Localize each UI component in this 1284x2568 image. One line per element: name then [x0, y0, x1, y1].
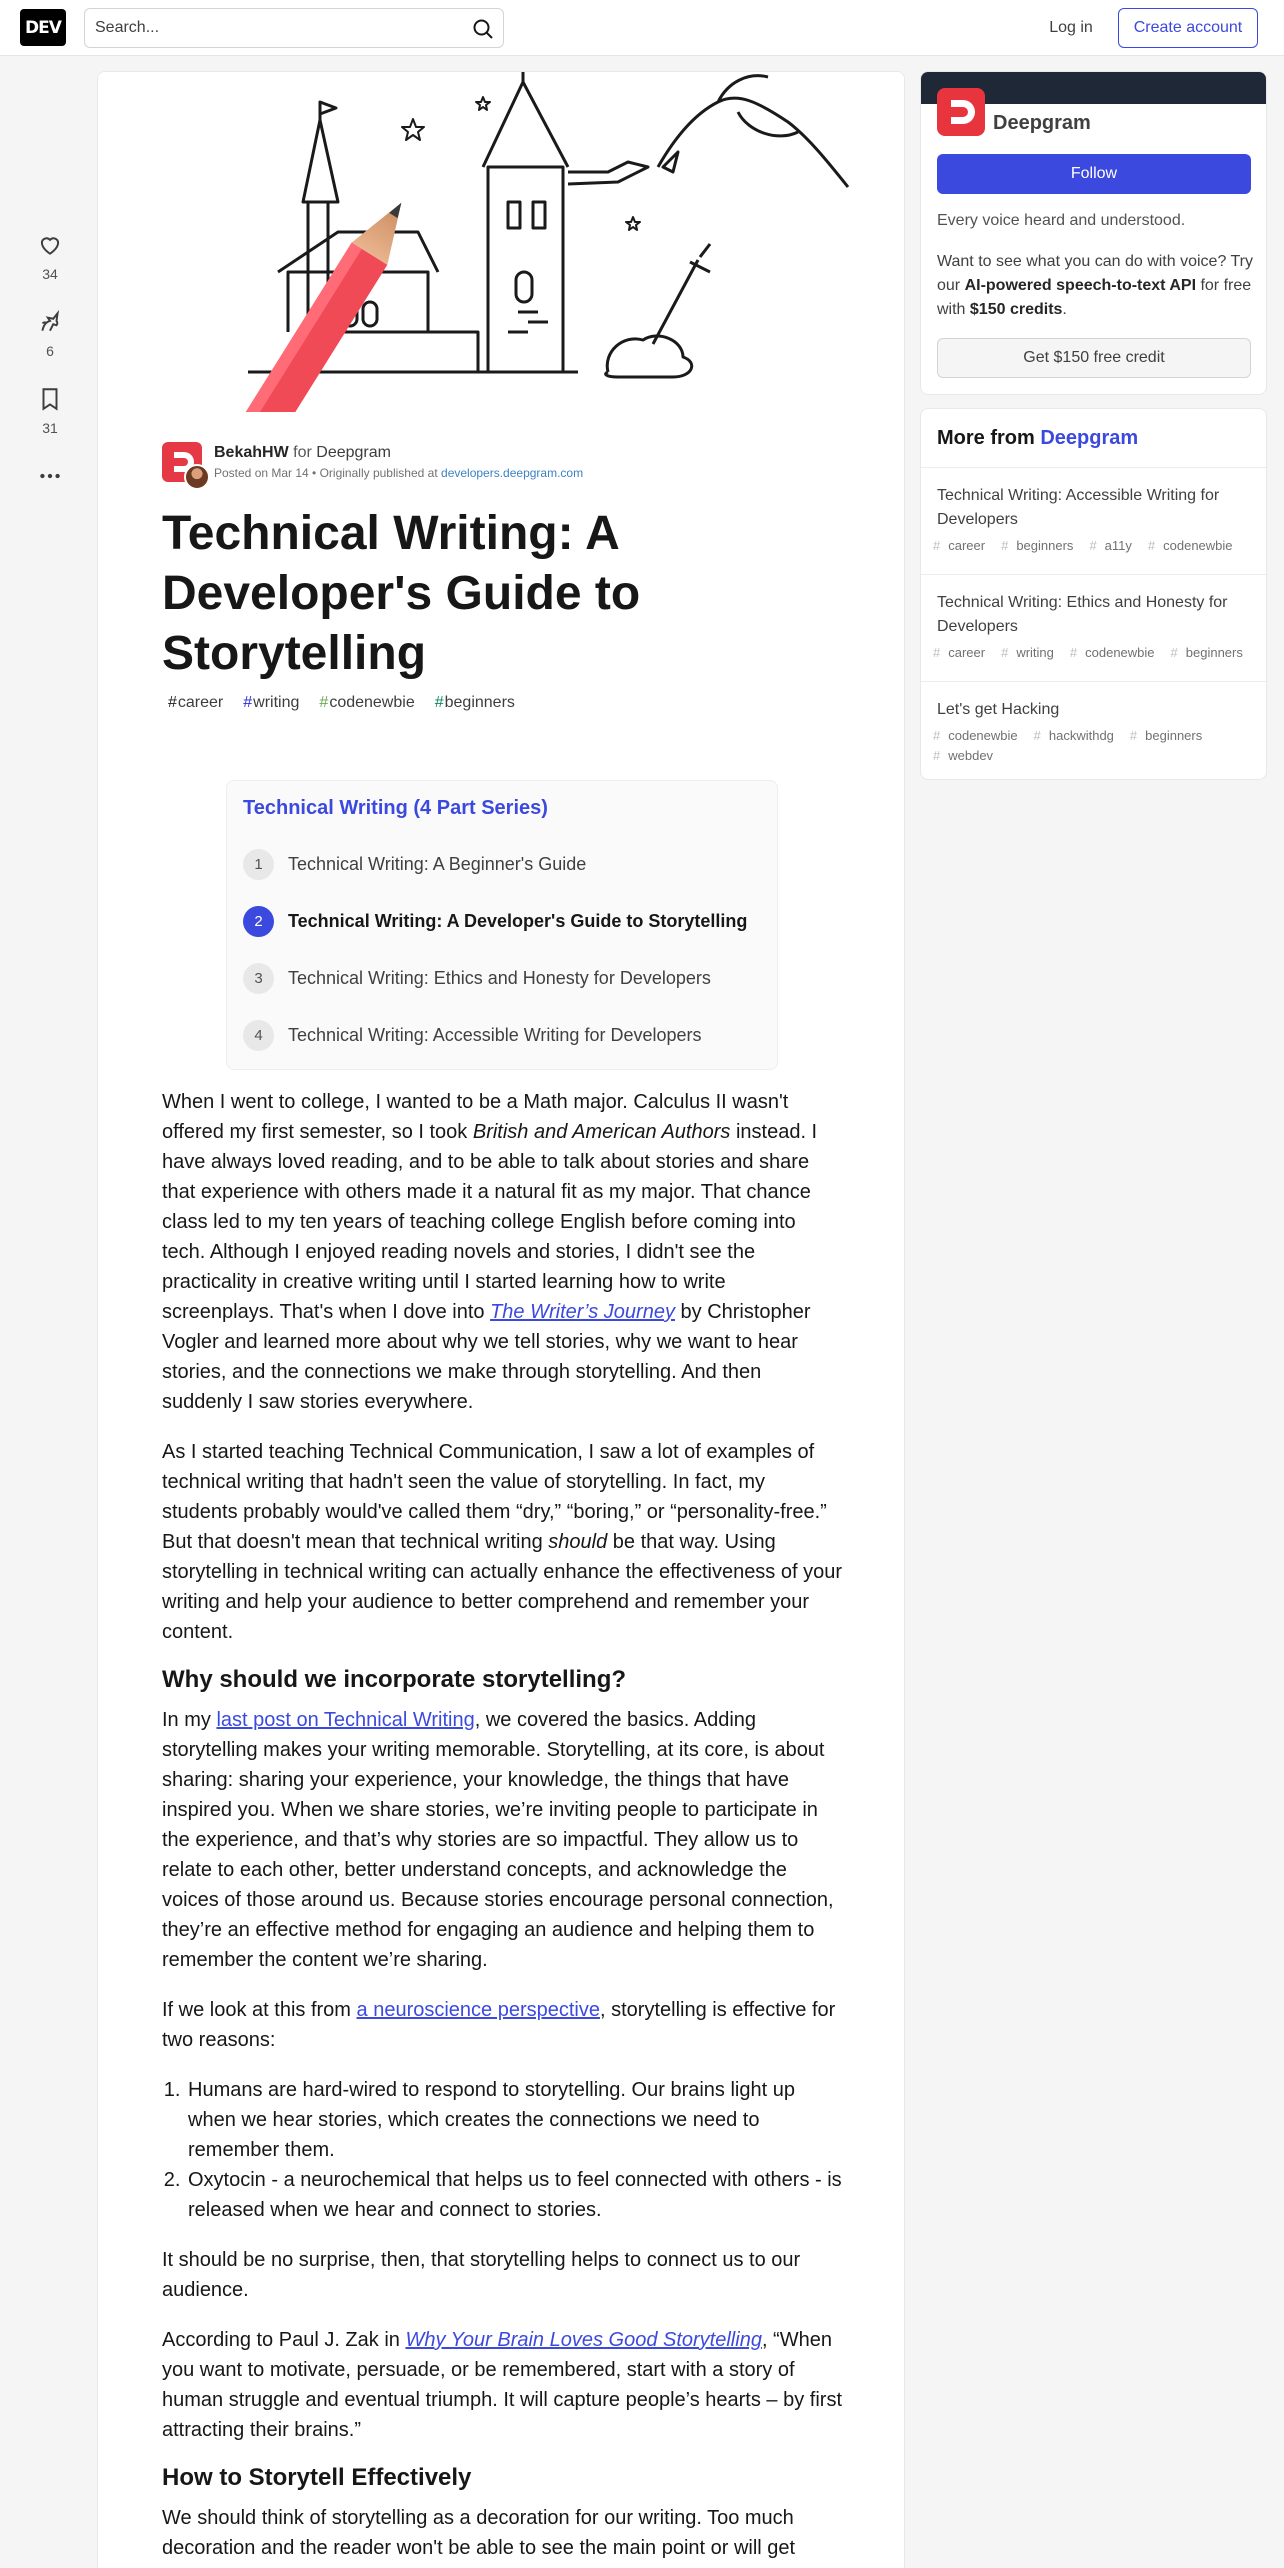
more-article-title: Technical Writing: Accessible Writing for Developers [937, 487, 1220, 528]
bookmark-count: 31 [42, 420, 58, 436]
more-horizontal-icon [37, 463, 63, 489]
unicorn-button[interactable] [26, 305, 74, 382]
series-item[interactable] [227, 950, 777, 1007]
series-item-current[interactable] [227, 893, 777, 950]
reactions-bar [26, 228, 74, 499]
bookmark-button[interactable] [26, 382, 74, 459]
article-tags [162, 690, 521, 716]
series-item[interactable] [227, 836, 777, 893]
series-item-label: Technical Writing: Ethics and Honesty for Developers [288, 968, 711, 988]
org-card [920, 71, 1267, 395]
heart-icon [37, 232, 63, 258]
more-from-org-link[interactable]: Deepgram [1040, 427, 1139, 449]
deepgram-logo-icon [937, 88, 985, 136]
more-from-card [920, 408, 1267, 780]
tag-career[interactable]: #career [168, 694, 224, 711]
last-post-link[interactable]: last post on Technical Writing [216, 1709, 475, 1731]
original-source-link[interactable]: developers.deepgram.com [441, 466, 584, 480]
section-heading: How to Storytell Effectively [162, 2464, 472, 2491]
author-name[interactable]: BekahHW [214, 444, 289, 461]
follow-button[interactable]: Follow [937, 154, 1251, 194]
series-number: 2 [243, 906, 274, 937]
more-article-tags: # codenewbie # hackwithdg # beginners # webdev [933, 728, 1203, 763]
login-link[interactable]: Log in [1049, 19, 1093, 36]
series-box [226, 780, 778, 1070]
posted-date: Posted on Mar 14 • Originally published at [214, 466, 438, 480]
article-title: Technical Writing: A Developer's Guide to Storytelling [162, 507, 641, 680]
author-line [214, 444, 391, 462]
tag-codenewbie[interactable]: #codenewbie [319, 694, 415, 711]
zak-article-link[interactable]: Why Your Brain Loves Good Storytelling [405, 2329, 762, 2351]
series-item-label: Technical Writing: A Beginner's Guide [288, 854, 587, 874]
paragraph: As I started teaching Technical Communication, I saw a lot of examples of technical writing that hadn't seen the value of storytelling. In fact, my students probably would've called them “dry,” “boring,” or “personality-free.” But that doesn't mean that technical writing should be that way. Using storytelling in technical writing can actually enhance the effectiveness of your writing and help your audience to better comprehend and remember your content. [162, 1441, 843, 1643]
more-article-item[interactable] [921, 681, 1266, 766]
org-description: Want to see what you can do with voice? Try our AI-powered speech-to-text API for free with $150 credits. [937, 253, 1254, 318]
create-account-button[interactable]: Create account [1118, 8, 1258, 48]
more-from-title: More from Deepgram [937, 427, 1139, 449]
deepgram-logo[interactable] [937, 88, 985, 136]
search-icon[interactable] [471, 17, 495, 41]
series-item-label: Technical Writing: A Developer's Guide to Storytelling [288, 911, 748, 931]
org-card-name[interactable]: Deepgram [993, 112, 1091, 134]
for-label: for [293, 444, 312, 461]
paragraph: It should be no surprise, then, that storytelling helps to connect us to our audience. [162, 2249, 801, 2301]
tag-beginners[interactable]: #beginners [434, 694, 515, 711]
more-article-item[interactable] [921, 574, 1266, 663]
writers-journey-link[interactable]: The Writer’s Journey [490, 1301, 675, 1323]
top-navbar [0, 0, 1284, 56]
author-avatar[interactable] [184, 464, 210, 490]
reasons-list [186, 2075, 842, 2225]
unicorn-icon [37, 309, 63, 335]
more-article-tags: # career # beginners # a11y # codenewbie [933, 538, 1233, 553]
series-item-label: Technical Writing: Accessible Writing for Developers [288, 1025, 702, 1045]
more-options-button[interactable] [26, 459, 74, 499]
search-input[interactable] [85, 9, 445, 47]
byline [162, 442, 862, 492]
tag-writing[interactable]: #writing [243, 694, 300, 711]
bookmark-icon [37, 386, 63, 412]
org-tagline: Every voice heard and understood. [937, 212, 1186, 229]
org-name[interactable]: Deepgram [316, 444, 391, 461]
more-article-title: Technical Writing: Ethics and Honesty for Developers [937, 594, 1228, 635]
series-item[interactable] [227, 1007, 777, 1064]
paragraph: If we look at this from a neuroscience perspective, storytelling is effective for two reasons: [162, 1999, 836, 2051]
article-card [97, 71, 905, 2568]
castle-illustration [98, 72, 904, 412]
paragraph: When I went to college, I wanted to be a Math major. Calculus II wasn't offered my first semester, so I took British and American Authors instead. I have always loved reading, and to be able to talk about stories and share that experience with others made it a natural fit as my major. That chance class led to my ten years of teaching college English before coming into tech. Although I enjoyed reading novels and stories, I didn't see the practicality in creative writing until I started learning how to write screenplays. That's when I dove into The Writer’s Journey by Christopher Vogler and learned more about why we tell stories, why we want to hear stories, and the connections we make through storytelling. And then suddenly I saw stories everywhere. [162, 1091, 818, 1413]
more-article-item[interactable] [921, 467, 1266, 556]
neuroscience-link[interactable]: a neuroscience perspective [356, 1999, 600, 2021]
paragraph: In my last post on Technical Writing, we covered the basics. Adding storytelling makes your writing memorable. Storytelling, at its core, is about sharing: sharing your experience, your knowledge, the things that have inspired you. When we share stories, we’re inviting people to participate in the experience, and that’s why stories are so impactful. They allow us to relate to each other, better understand concepts, and acknowledge the voices of those around us. Because stories encourage personal connection, they’re an effective method for engaging an audience and helping them to remember the content we’re sharing. [162, 1709, 834, 1971]
like-button[interactable] [26, 228, 74, 305]
dev-logo[interactable]: DEV [20, 9, 66, 46]
free-credit-button[interactable]: Get $150 free credit [937, 338, 1251, 378]
post-meta [214, 466, 583, 480]
list-item: 1. Humans are hard-wired to respond to storytelling. Our brains light up when we hear stories, which creates the connections we need to remember them. [186, 2075, 842, 2165]
like-count: 34 [42, 266, 58, 282]
section-heading: Why should we incorporate storytelling? [162, 1666, 627, 1693]
cover-image [98, 72, 904, 412]
series-number: 3 [243, 963, 274, 994]
more-article-tags: # career # writing # codenewbie # beginners [933, 645, 1243, 660]
paragraph: We should think of storytelling as a decoration for our writing. Too much decoration and the reader won't be able to see the main point or will get [162, 2507, 796, 2559]
more-article-title: Let's get Hacking [937, 701, 1060, 718]
paragraph: According to Paul J. Zak in Why Your Brain Loves Good Storytelling, “When you want to motivate, persuade, or be remembered, start with a story of human struggle and eventual triumph. It will capture people’s hearts – by first attracting their brains.” [162, 2329, 842, 2441]
series-number: 1 [243, 849, 274, 880]
series-title[interactable]: Technical Writing (4 Part Series) [243, 797, 548, 819]
list-item: 2. Oxytocin - a neurochemical that helps us to feel connected with others - is released when we hear and connect to stories. [186, 2165, 842, 2225]
series-number: 4 [243, 1020, 274, 1051]
article-body [162, 1087, 842, 2568]
unicorn-count: 6 [46, 343, 54, 359]
search-box[interactable] [84, 8, 504, 48]
